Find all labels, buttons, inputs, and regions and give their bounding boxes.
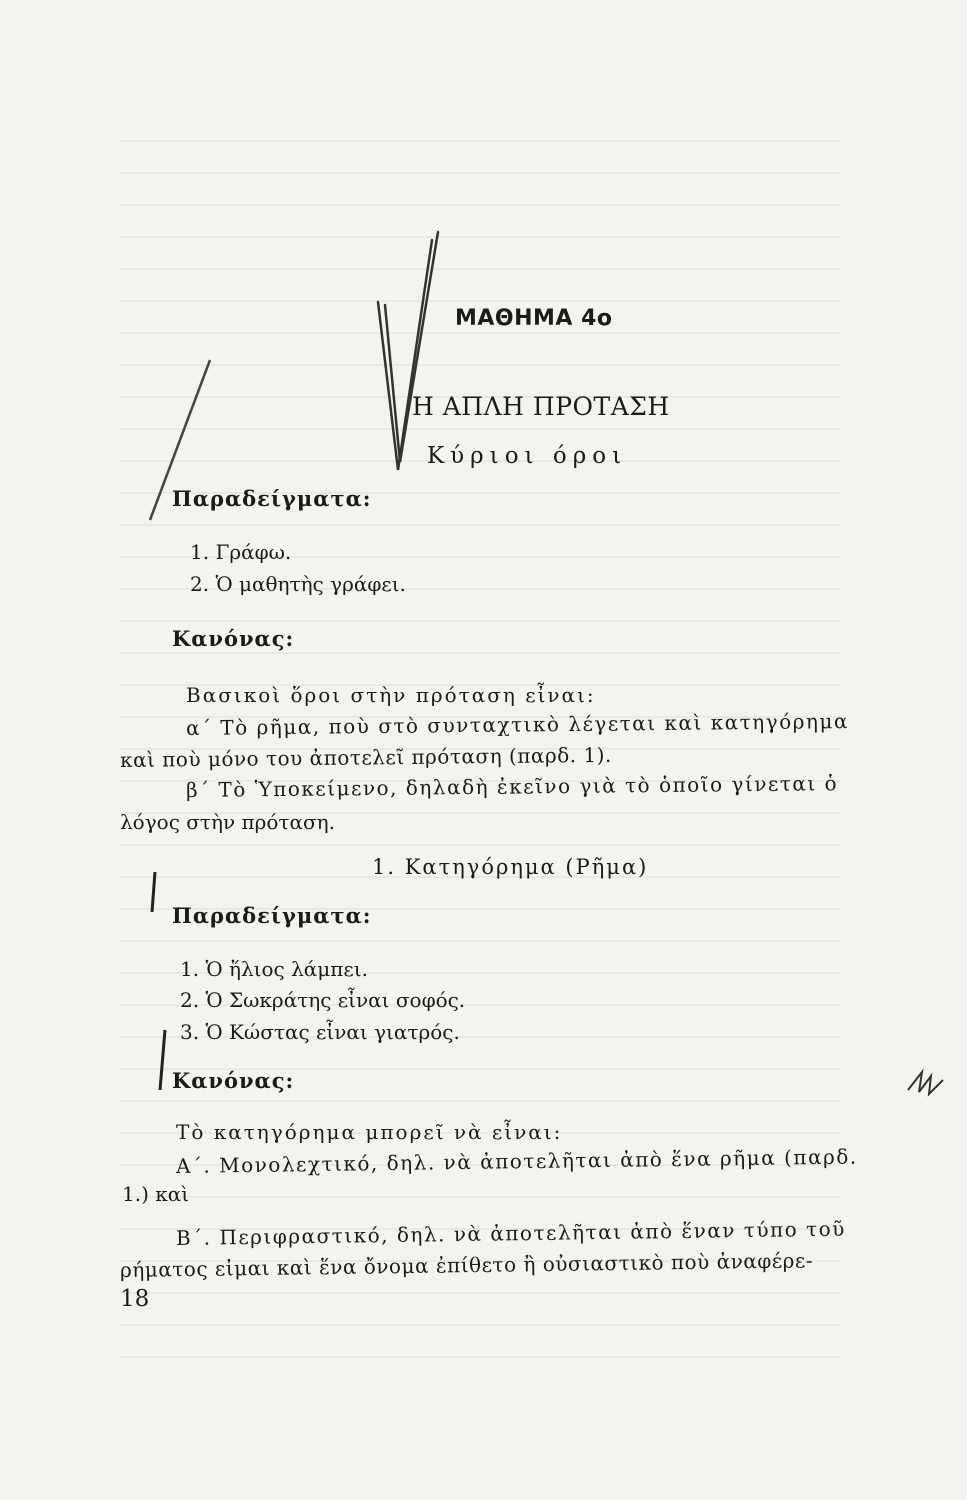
rule-line: Α΄. Μονολεχτικό, δηλ. νὰ ἀποτελῆται ἀπὸ ἕνα ρῆμα (παρδ. <box>175 1144 858 1178</box>
rule-line: Βασικοὶ ὅροι στὴν πρόταση εἶναι: <box>186 683 596 707</box>
checkmark-annotation-icon <box>378 232 438 470</box>
example-item: 3. Ὁ Κώστας εἶναι γιατρός. <box>180 1020 460 1044</box>
rule-line: λόγος στὴν πρόταση. <box>120 810 335 834</box>
rule-line: 1.) καὶ <box>122 1182 190 1206</box>
lesson-title: ΜΑΘΗΜΑ 4ο <box>455 306 613 331</box>
rule-label: Κανόνας: <box>172 1068 295 1093</box>
example-item: 1. Γράφω. <box>190 540 292 564</box>
examples-label: Παραδείγματα: <box>172 903 372 928</box>
page-number: 18 <box>120 1286 150 1312</box>
scribble-mark-icon <box>908 1072 943 1094</box>
rule-line: καὶ ποὺ μόνο του ἀποτελεῖ πρόταση (παρδ. 1). <box>119 742 612 772</box>
rule-line: Τὸ κατηγόρημα μπορεῖ νὰ εἶναι: <box>176 1120 563 1144</box>
bracket-mark-icon <box>152 872 155 912</box>
rule-line: α΄ Τὸ ρῆμα, ποὺ στὸ συνταχτικὸ λέγεται καὶ κατηγόρημα <box>185 709 850 740</box>
examples-label: Παραδείγματα: <box>172 486 372 511</box>
example-item: 1. Ὁ ἥλιος λάμπει. <box>180 957 368 981</box>
bracket-mark-icon <box>160 1030 165 1090</box>
rule-line: Β΄. Περιφραστικό, δηλ. νὰ ἀποτελῆται ἀπὸ ἕναν τύπο τοῦ <box>175 1216 846 1250</box>
main-title: Η ΑΠΛΗ ΠΡΟΤΑΣΗ <box>412 392 670 421</box>
example-item: 2. Ὁ μαθητὴς γράφει. <box>190 572 406 596</box>
section-heading: 1. Κατηγόρημα (Ρῆμα) <box>372 855 649 879</box>
example-item: 2. Ὁ Σωκράτης εἶναι σοφός. <box>180 988 466 1012</box>
subtitle: Κύριοι όροι <box>427 443 628 469</box>
rule-line: β΄ Τὸ Ὑποκείμενο, δηλαδὴ ἐκεῖνο γιὰ τὸ ὁποῖο γίνεται ὁ <box>185 771 839 802</box>
rule-label: Κανόνας: <box>172 626 295 651</box>
rule-line: ρήματος εἰμαι καὶ ἕνα ὄνομα ἐπίθετο ἢ οὐσιαστικὸ ποὺ ἀναφέρε- <box>119 1248 814 1282</box>
